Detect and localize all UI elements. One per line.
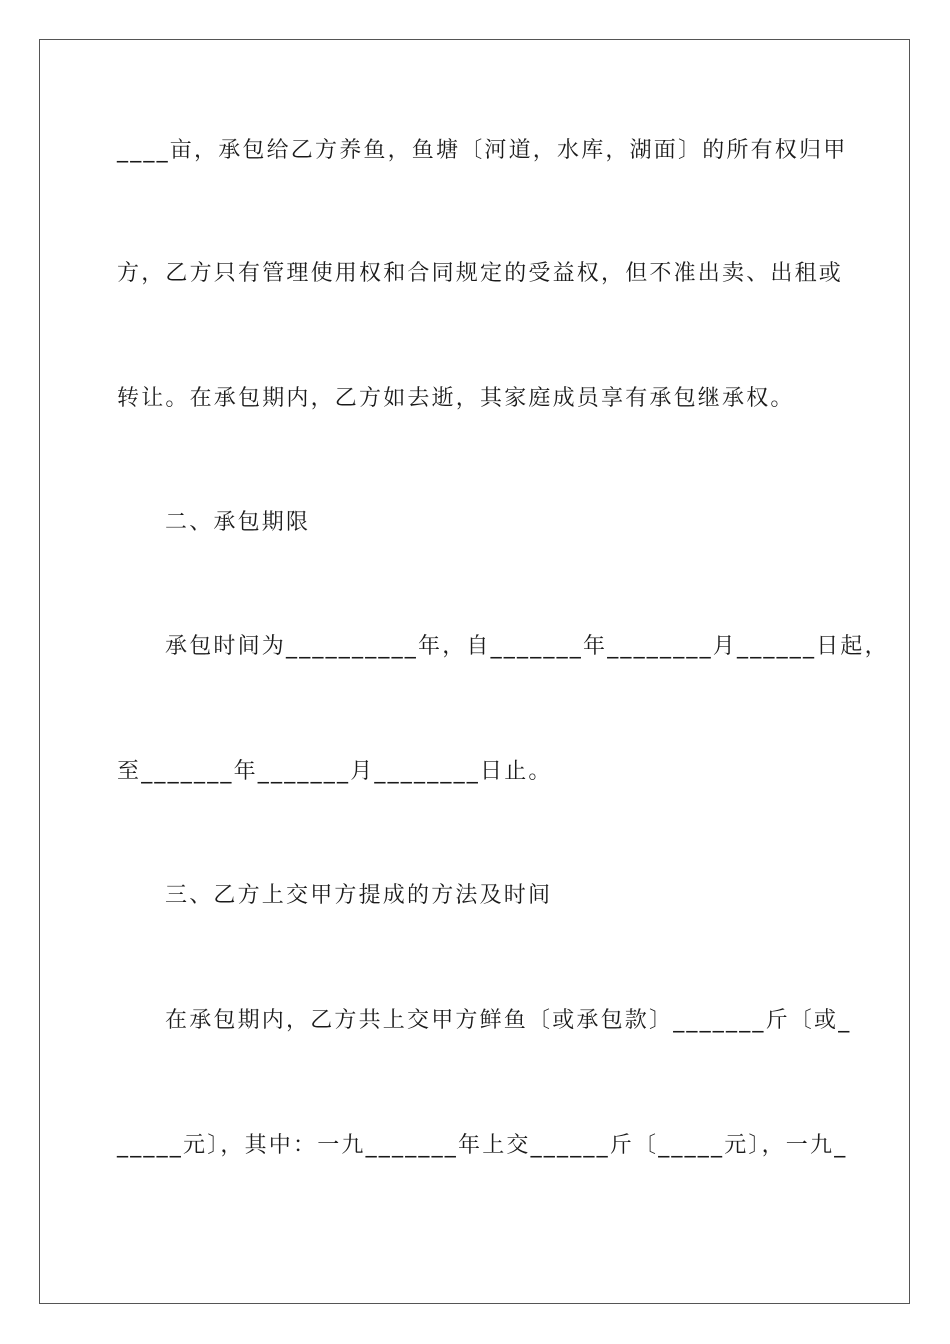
paragraph-line-1: ____亩，承包给乙方养鱼，鱼塘〔河道，水库，湖面〕的所有权归甲 <box>117 138 848 163</box>
paragraph-line-2: 方，乙方只有管理使用权和合同规定的受益权，但不准出卖、出租或 <box>117 261 844 286</box>
paragraph-line-term-2: 至_______年_______月________日止。 <box>117 759 553 784</box>
paragraph-line-payment-2: _____元〕，其中：一九_______年上交______斤〔_____元〕，一九_ <box>117 1133 848 1158</box>
paragraph-line-term-1: 承包时间为__________年，自_______年________月______日起， <box>165 634 889 659</box>
section-heading-payment: 三、乙方上交甲方提成的方法及时间 <box>165 883 553 908</box>
paragraph-line-payment-1: 在承包期内，乙方共上交甲方鲜鱼〔或承包款〕_______斤〔或_ <box>165 1008 852 1033</box>
page-border <box>39 39 910 1304</box>
section-heading-term: 二、承包期限 <box>165 510 311 535</box>
paragraph-line-3: 转让。在承包期内，乙方如去逝，其家庭成员享有承包继承权。 <box>117 386 795 411</box>
